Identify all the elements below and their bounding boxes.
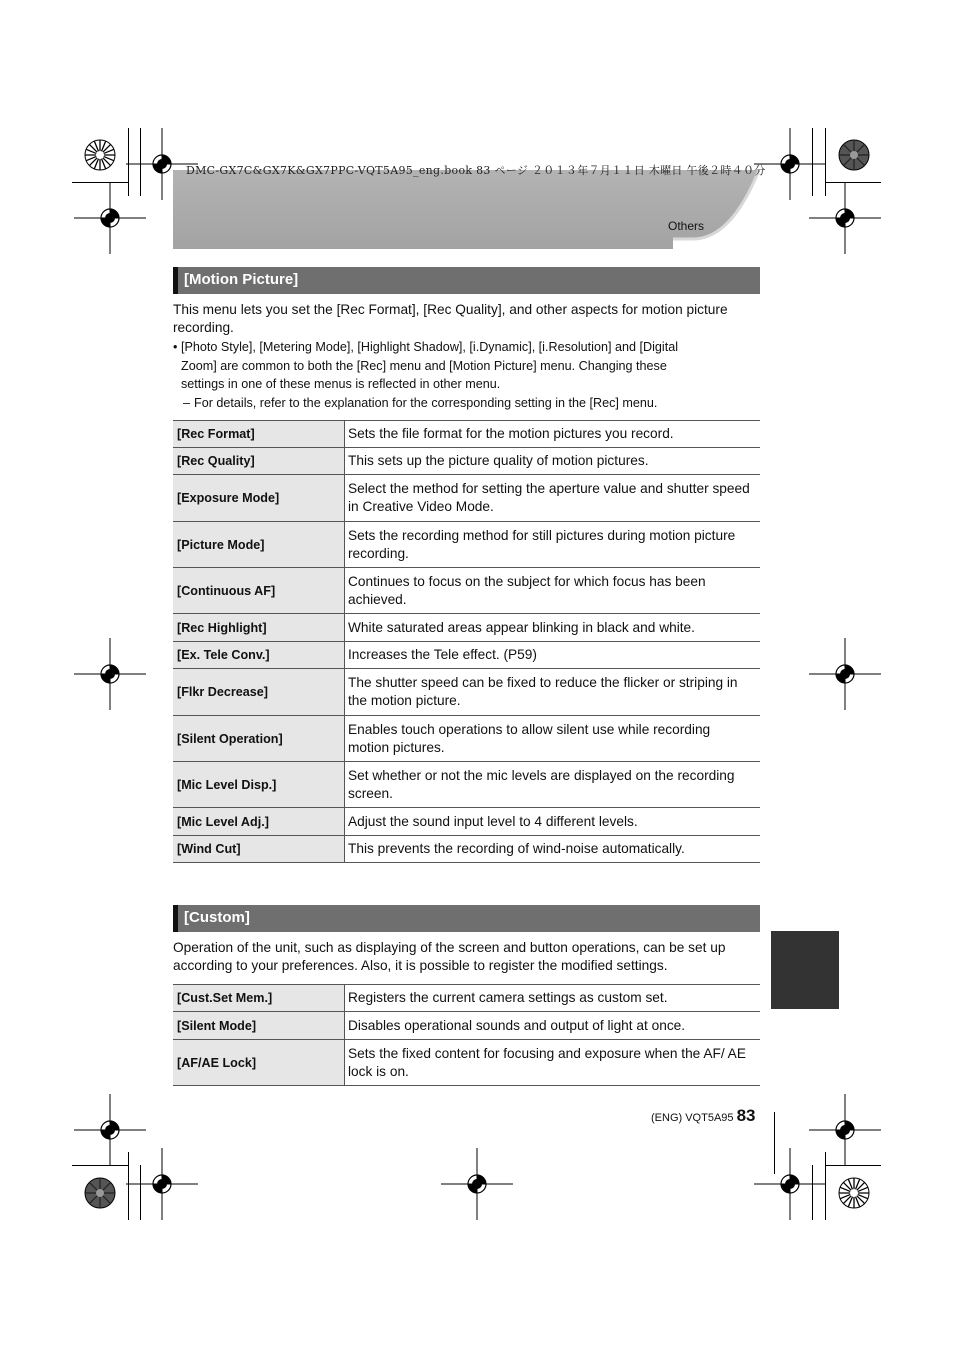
- table-row: [173, 522, 760, 568]
- setting-name: [Rec Format]: [173, 421, 345, 448]
- note-line-2: Zoom] are common to both the [Rec] menu and [Motion Picture] menu. Changing these: [181, 358, 667, 373]
- setting-name: [Cust.Set Mem.]: [173, 985, 345, 1012]
- setting-name: [Picture Mode]: [173, 522, 345, 568]
- page-footer: [651, 1106, 756, 1126]
- setting-name: [Rec Quality]: [173, 448, 345, 475]
- setting-desc: This sets up the picture quality of motion pictures.: [345, 448, 761, 475]
- setting-desc: Increases the Tele effect. (P59): [345, 642, 761, 669]
- setting-name: [Rec Highlight]: [173, 614, 345, 642]
- setting-name: [Exposure Mode]: [173, 475, 345, 522]
- table-row: [173, 669, 760, 716]
- setting-desc: The shutter speed can be fixed to reduce the flicker or striping in the motion picture.: [345, 669, 761, 716]
- table-row: [173, 716, 760, 762]
- note-line-3: settings in one of these menus is reflected in other menu.: [181, 377, 501, 391]
- note-bullet: •: [173, 340, 178, 354]
- setting-desc: Registers the current camera settings as custom set.: [345, 985, 761, 1012]
- setting-name: [Wind Cut]: [173, 836, 345, 863]
- setting-name: [Silent Operation]: [173, 716, 345, 762]
- setting-desc: Enables touch operations to allow silent use while recording motion pictures.: [345, 716, 761, 762]
- table-row: [173, 762, 760, 808]
- setting-desc: Select the method for setting the aperture value and shutter speed in Creative Video Mode.: [345, 475, 761, 522]
- setting-desc: This prevents the recording of wind-noise automatically.: [345, 836, 761, 863]
- custom-heading: [173, 905, 760, 932]
- setting-desc: Sets the recording method for still pictures during motion picture recording.: [345, 522, 761, 568]
- motion-picture-title: [Motion Picture]: [184, 271, 299, 288]
- setting-name: [Flkr Decrease]: [173, 669, 345, 716]
- setting-desc: White saturated areas appear blinking in black and white.: [345, 614, 761, 642]
- table-row: [173, 448, 760, 475]
- section-label: Others: [668, 219, 705, 233]
- motion-picture-intro: This menu lets you set the [Rec Format], [Rec Quality], and other aspects for motion picture recording.: [173, 302, 728, 335]
- setting-name: [Mic Level Disp.]: [173, 762, 345, 808]
- note-text: [181, 338, 761, 394]
- motion-picture-heading: [173, 267, 760, 294]
- setting-desc: Adjust the sound input level to 4 different levels.: [345, 808, 761, 836]
- setting-name: [Silent Mode]: [173, 1012, 345, 1040]
- table-row: [173, 421, 760, 448]
- page-number: 83: [736, 1106, 756, 1125]
- chapter-side-tab: [771, 931, 839, 1009]
- setting-name: [AF/AE Lock]: [173, 1040, 345, 1086]
- setting-desc: Sets the fixed content for focusing and exposure when the AF/ AE lock is on.: [345, 1040, 761, 1086]
- note-dash: –: [183, 396, 191, 410]
- table-row: [173, 568, 760, 614]
- note-sub: For details, refer to the explanation for the corresponding setting in the [Rec] menu.: [194, 396, 658, 410]
- setting-desc: Disables operational sounds and output of light at once.: [345, 1012, 761, 1040]
- setting-name: [Mic Level Adj.]: [173, 808, 345, 836]
- book-info: DMC-GX7C&GX7K&GX7PPC-VQT5A95_eng.book 83 ページ ２０１３年７月１１日 木曜日 午後２時４０分: [186, 164, 766, 177]
- footer-code: (ENG) VQT5A95: [651, 1112, 734, 1124]
- setting-desc: Continues to focus on the subject for which focus has been achieved.: [345, 568, 761, 614]
- table-row: [173, 614, 760, 642]
- setting-desc: Set whether or not the mic levels are displayed on the recording screen.: [345, 762, 761, 808]
- note-line-1: [Photo Style], [Metering Mode], [Highlight Shadow], [i.Dynamic], [i.Resolution] and [Digital: [181, 340, 678, 354]
- table-row: [173, 642, 760, 669]
- setting-name: [Continuous AF]: [173, 568, 345, 614]
- table-row: [173, 1040, 760, 1086]
- motion-picture-table: [173, 420, 760, 863]
- table-row: [173, 985, 760, 1012]
- table-row: [173, 808, 760, 836]
- table-row: [173, 1012, 760, 1040]
- header-curve: [673, 170, 760, 249]
- setting-desc: Sets the file format for the motion pictures you record.: [345, 421, 761, 448]
- custom-table: [173, 984, 760, 1086]
- setting-name: [Ex. Tele Conv.]: [173, 642, 345, 669]
- custom-intro: Operation of the unit, such as displaying of the screen and button operations, can be set up according to your preferences. Also, it is possible to register the modified settings.: [173, 940, 726, 973]
- custom-title: [Custom]: [184, 909, 250, 926]
- header-band: [173, 170, 760, 249]
- table-row: [173, 836, 760, 863]
- table-row: [173, 475, 760, 522]
